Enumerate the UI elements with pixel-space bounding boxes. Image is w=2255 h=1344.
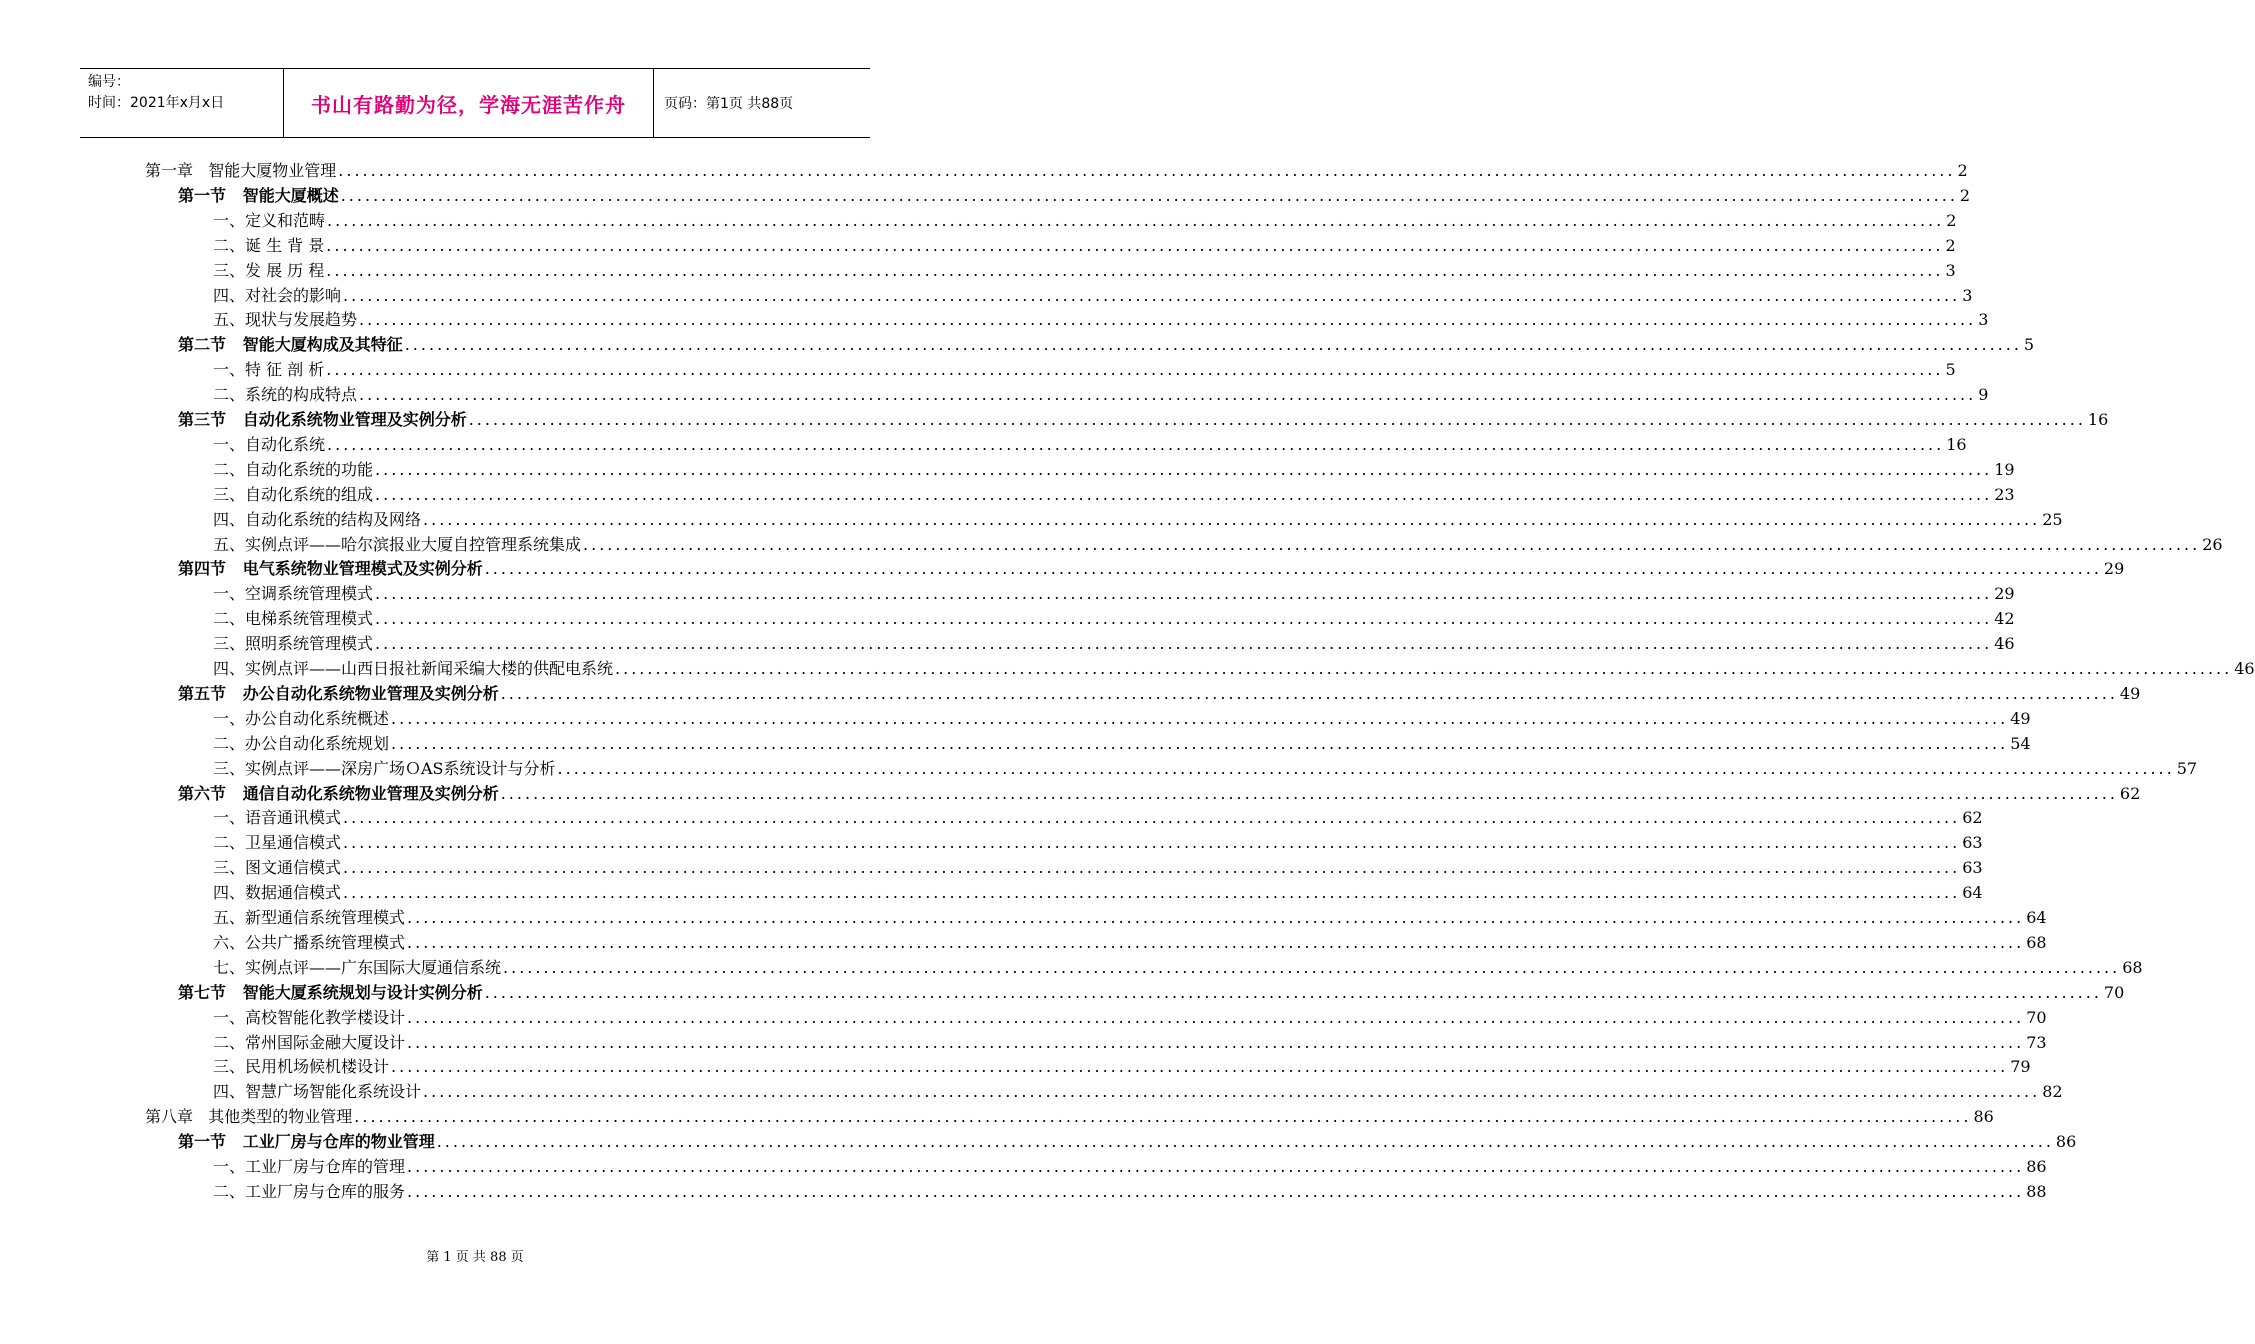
toc-entry-title: 二、电梯系统管理模式 <box>213 609 374 629</box>
toc-entry-title: 第四节 电气系统物业管理模式及实例分析 <box>178 559 483 579</box>
toc-leader-dots: ........................................................................................................................................................................................................ <box>359 385 1977 405</box>
toc-page-number: 3 <box>1978 310 1989 330</box>
toc-subsection-entry[interactable] <box>213 258 1956 283</box>
toc-subsection-entry[interactable] <box>213 1154 2047 1179</box>
toc-section-entry[interactable] <box>178 980 2125 1005</box>
toc-subsection-entry[interactable] <box>213 581 2015 606</box>
toc-subsection-entry[interactable] <box>213 1079 2063 1104</box>
toc-page-number: 49 <box>2010 708 2031 728</box>
toc-page-number: 42 <box>1994 609 2015 629</box>
toc-entry-title: 第五节 办公自动化系统物业管理及实例分析 <box>178 683 499 703</box>
toc-subsection-entry[interactable] <box>213 656 2255 681</box>
toc-entry-title: 三、发 展 历 程 <box>213 260 325 280</box>
toc-page-number: 73 <box>2026 1032 2047 1052</box>
toc-page-number: 64 <box>1962 883 1983 903</box>
toc-page-number: 62 <box>1962 808 1983 828</box>
toc-page-number: 2 <box>1959 185 1971 205</box>
toc-subsection-entry[interactable] <box>213 606 2015 631</box>
toc-page-number: 86 <box>1973 1107 1994 1127</box>
toc-leader-dots: ........................................................................................................................................................................................................ <box>407 1181 2025 1201</box>
toc-entry-title: 一、特 征 剖 析 <box>213 360 325 380</box>
toc-subsection-entry[interactable] <box>213 307 1989 332</box>
toc-chapter-entry[interactable] <box>145 1104 1994 1129</box>
toc-leader-dots: ........................................................................................................................................................................................................ <box>407 1157 2025 1176</box>
toc-entry-title: 一、自动化系统 <box>213 434 326 454</box>
toc-page-number: 86 <box>2055 1132 2077 1152</box>
toc-section-entry[interactable] <box>178 332 2035 357</box>
toc-entry-title: 四、数据通信模式 <box>213 883 342 903</box>
toc-leader-dots: ........................................................................................................................................................................................................ <box>343 858 1961 878</box>
toc-leader-dots: ........................................................................................................................................................................................................ <box>375 584 1993 604</box>
toc-entry-title: 五、新型通信系统管理模式 <box>213 908 406 927</box>
toc-subsection-entry[interactable] <box>213 1030 2047 1055</box>
toc-entry-title: 二、诞 生 背 景 <box>213 235 325 255</box>
toc-entry-title: 四、自动化系统的结构及网络 <box>213 509 422 529</box>
toc-page-number: 16 <box>1946 434 1967 454</box>
toc-entry-title: 第二节 智能大厦构成及其特征 <box>178 335 403 355</box>
toc-page-number: 16 <box>2087 410 2109 429</box>
toc-leader-dots: ........................................................................................................................................................................................................ <box>407 1007 2025 1027</box>
toc-subsection-entry[interactable] <box>213 1179 2047 1204</box>
toc-subsection-entry[interactable] <box>213 532 2223 557</box>
toc-entry-title: 一、办公自动化系统概述 <box>213 708 390 728</box>
toc-leader-dots: ........................................................................................................................................................................................................ <box>326 260 1944 280</box>
toc-entry-title: 一、空调系统管理模式 <box>213 584 374 604</box>
toc-entry-title: 二、卫星通信模式 <box>213 833 342 853</box>
toc-leader-dots: ........................................................................................................................................................................................................ <box>423 509 2041 529</box>
toc-leader-dots: ........................................................................................................................................................................................................ <box>407 1032 2025 1052</box>
toc-leader-dots: ........................................................................................................................................................................................................ <box>484 982 2102 1002</box>
toc-leader-dots: ........................................................................................................................................................................................................ <box>327 210 1945 230</box>
toc-leader-dots: ........................................................................................................................................................................................................ <box>375 634 1993 654</box>
toc-entry-title: 六、公共广播系统管理模式 <box>213 932 406 952</box>
toc-leader-dots: ........................................................................................................................................................................................................ <box>423 1082 2041 1102</box>
toc-entry-title: 第八章 其他类型的物业管理 <box>145 1107 353 1127</box>
toc-page-number: 63 <box>1962 858 1983 878</box>
toc-entry-title: 三、实例点评——深房广场ＯAS系统设计与分析 <box>213 758 556 778</box>
toc-subsection-entry[interactable] <box>213 357 1956 382</box>
toc-section-entry[interactable] <box>178 1129 2077 1154</box>
page-header <box>80 68 870 138</box>
toc-entry-title: 二、常州国际金融大厦设计 <box>213 1032 406 1052</box>
header-page-label: 页码：第1页 共88页 <box>664 96 794 112</box>
toc-leader-dots: ........................................................................................................................................................................................................ <box>340 185 1958 205</box>
toc-entry-title: 三、民用机场候机楼设计 <box>213 1057 390 1077</box>
document-number-label: 编号： <box>88 74 130 90</box>
toc-page-number: 88 <box>2026 1181 2047 1201</box>
header-meta <box>80 69 284 137</box>
toc-leader-dots: ........................................................................................................................................................................................................ <box>468 410 2086 429</box>
toc-page-number: 25 <box>2042 509 2063 529</box>
toc-leader-dots: ........................................................................................................................................................................................................ <box>404 335 2022 355</box>
toc-leader-dots: ........................................................................................................................................................................................................ <box>391 1057 2009 1077</box>
toc-subsection-entry[interactable] <box>213 805 1983 830</box>
toc-subsection-entry[interactable] <box>213 283 1973 308</box>
toc-entry-title: 四、对社会的影响 <box>213 285 342 305</box>
toc-leader-dots: ........................................................................................................................................................................................................ <box>407 908 2025 927</box>
header-motto-cell <box>284 69 654 137</box>
toc-section-entry[interactable] <box>178 556 2125 581</box>
toc-page-number: 68 <box>2026 932 2047 952</box>
toc-leader-dots: ........................................................................................................................................................................................................ <box>484 559 2102 579</box>
toc-page-number: 70 <box>2026 1007 2047 1027</box>
toc-page-number: 3 <box>1962 285 1973 305</box>
header-motto: 书山有路勤为径，学海无涯苦作舟 <box>311 92 626 117</box>
toc-section-entry[interactable] <box>178 681 2141 706</box>
toc-page-number: 86 <box>2026 1157 2047 1176</box>
toc-page-number: 82 <box>2042 1082 2063 1102</box>
toc-entry-title: 一、定义和范畴 <box>213 210 326 230</box>
toc-chapter-entry[interactable] <box>145 158 1968 183</box>
toc-page-number: 54 <box>2010 733 2031 753</box>
toc-subsection-entry[interactable] <box>213 482 2015 507</box>
toc-subsection-entry[interactable] <box>213 1054 2031 1079</box>
toc-entry-title: 五、实例点评——哈尔滨报业大厦自控管理系统集成 <box>213 534 582 554</box>
toc-leader-dots: ........................................................................................................................................................................................................ <box>327 434 1945 454</box>
toc-leader-dots: ........................................................................................................................................................................................................ <box>326 360 1944 380</box>
toc-entry-title: 二、系统的构成特点 <box>213 385 358 405</box>
toc-entry-title: 第三节 自动化系统物业管理及实例分析 <box>178 410 467 429</box>
toc-page-number: 29 <box>1994 584 2015 604</box>
toc-entry-title: 第六节 通信自动化系统物业管理及实例分析 <box>178 783 499 803</box>
toc-subsection-entry[interactable] <box>213 1005 2047 1030</box>
toc-page-number: 62 <box>2119 783 2141 803</box>
toc-entry-title: 三、图文通信模式 <box>213 858 342 878</box>
toc-section-entry[interactable] <box>178 407 2109 432</box>
toc-leader-dots: ........................................................................................................................................................................................................ <box>354 1107 1972 1127</box>
toc-leader-dots: ........................................................................................................................................................................................................ <box>343 285 1961 305</box>
toc-subsection-entry[interactable] <box>213 706 2031 731</box>
toc-entry-title: 第七节 智能大厦系统规划与设计实例分析 <box>178 982 483 1002</box>
toc-page-number: 2 <box>1946 210 1957 230</box>
document-time-label: 时间：2021年x月x日 <box>88 95 225 111</box>
toc-entry-title: 五、现状与发展趋势 <box>213 310 358 330</box>
toc-entry-title: 二、自动化系统的功能 <box>213 459 374 479</box>
toc-page-number: 5 <box>2023 335 2035 355</box>
toc-subsection-entry[interactable] <box>213 830 1983 855</box>
toc-page-number: 46 <box>2234 659 2255 678</box>
toc-subsection-entry[interactable] <box>213 955 2143 980</box>
toc-leader-dots: ........................................................................................................................................................................................................ <box>436 1132 2054 1152</box>
toc-entry-title: 第一节 工业厂房与仓库的物业管理 <box>178 1132 435 1152</box>
toc-entry-title: 第一章 智能大厦物业管理 <box>145 161 337 180</box>
toc-subsection-entry[interactable] <box>213 457 2015 482</box>
toc-page-number: 49 <box>2119 683 2141 703</box>
toc-leader-dots: ........................................................................................................................................................................................................ <box>407 932 2025 952</box>
toc-leader-dots: ........................................................................................................................................................................................................ <box>359 310 1977 330</box>
toc-subsection-entry[interactable] <box>213 507 2063 532</box>
toc-entry-title: 一、高校智能化教学楼设计 <box>213 1007 406 1027</box>
toc-section-entry[interactable] <box>178 183 1971 208</box>
toc-leader-dots: ........................................................................................................................................................................................................ <box>391 733 2009 753</box>
toc-page-number: 70 <box>2103 982 2125 1002</box>
toc-page-number: 3 <box>1945 260 1956 280</box>
toc-subsection-entry[interactable] <box>213 905 2047 930</box>
toc-leader-dots: ........................................................................................................................................................................................................ <box>375 609 1993 629</box>
toc-leader-dots: ........................................................................................................................................................................................................ <box>503 957 2121 977</box>
toc-page-number: 57 <box>2176 758 2198 778</box>
toc-entry-title: 第一节 智能大厦概述 <box>178 185 339 205</box>
toc-page-number: 5 <box>1945 360 1956 380</box>
toc-page-number: 79 <box>2010 1057 2031 1077</box>
toc-leader-dots: ........................................................................................................................................................................................................ <box>391 708 2009 728</box>
toc-leader-dots: ........................................................................................................................................................................................................ <box>615 659 2233 678</box>
toc-page-number: 9 <box>1978 385 1989 405</box>
toc-entry-title: 一、工业厂房与仓库的管理 <box>213 1157 406 1176</box>
toc-subsection-entry[interactable] <box>213 233 1956 258</box>
toc-subsection-entry[interactable] <box>213 731 2031 756</box>
toc-subsection-entry[interactable] <box>213 382 1989 407</box>
toc-page-number: 26 <box>2202 534 2223 554</box>
toc-entry-title: 二、办公自动化系统规划 <box>213 733 390 753</box>
toc-leader-dots: ........................................................................................................................................................................................................ <box>343 883 1961 903</box>
toc-page-number: 63 <box>1962 833 1983 853</box>
toc-leader-dots: ........................................................................................................................................................................................................ <box>500 783 2118 803</box>
toc-subsection-entry[interactable] <box>213 880 1983 905</box>
toc-entry-title: 四、智慧广场智能化系统设计 <box>213 1082 422 1102</box>
footer-page-number: 第 1 页 共 88 页 <box>426 1250 524 1265</box>
toc-leader-dots: ........................................................................................................................................................................................................ <box>338 161 1956 180</box>
toc-page-number: 19 <box>1994 459 2015 479</box>
toc-leader-dots: ........................................................................................................................................................................................................ <box>343 833 1961 853</box>
toc-subsection-entry[interactable] <box>213 855 1983 880</box>
toc-leader-dots: ........................................................................................................................................................................................................ <box>557 758 2175 778</box>
toc-leader-dots: ........................................................................................................................................................................................................ <box>500 683 2118 703</box>
toc-entry-title: 一、语音通讯模式 <box>213 808 342 828</box>
toc-leader-dots: ........................................................................................................................................................................................................ <box>375 459 1993 479</box>
toc-subsection-entry[interactable] <box>213 631 2015 656</box>
toc-leader-dots: ........................................................................................................................................................................................................ <box>583 534 2201 554</box>
toc-entry-title: 三、照明系统管理模式 <box>213 634 374 654</box>
toc-entry-title: 七、实例点评——广东国际大厦通信系统 <box>213 957 502 977</box>
toc-page-number: 2 <box>1957 161 1968 180</box>
toc-entry-title: 二、工业厂房与仓库的服务 <box>213 1181 406 1201</box>
toc-page-number: 68 <box>2122 957 2143 977</box>
toc-subsection-entry[interactable] <box>213 930 2047 955</box>
toc-page-number: 64 <box>2026 908 2047 927</box>
toc-leader-dots: ........................................................................................................................................................................................................ <box>375 484 1993 504</box>
toc-page-number: 23 <box>1994 484 2015 504</box>
toc-leader-dots: ........................................................................................................................................................................................................ <box>326 235 1944 255</box>
header-page-cell <box>654 69 870 137</box>
toc-subsection-entry[interactable] <box>213 208 1957 233</box>
toc-page-number: 29 <box>2103 559 2125 579</box>
toc-entry-title: 三、自动化系统的组成 <box>213 484 374 504</box>
toc-subsection-entry[interactable] <box>213 756 2198 781</box>
toc-section-entry[interactable] <box>178 781 2141 806</box>
toc-page-number: 46 <box>1994 634 2015 654</box>
page-footer <box>0 1246 950 1265</box>
toc-entry-title: 四、实例点评——山西日报社新闻采编大楼的供配电系统 <box>213 659 614 678</box>
toc-leader-dots: ........................................................................................................................................................................................................ <box>343 808 1961 828</box>
toc-subsection-entry[interactable] <box>213 432 1967 457</box>
toc-page-number: 2 <box>1945 235 1956 255</box>
